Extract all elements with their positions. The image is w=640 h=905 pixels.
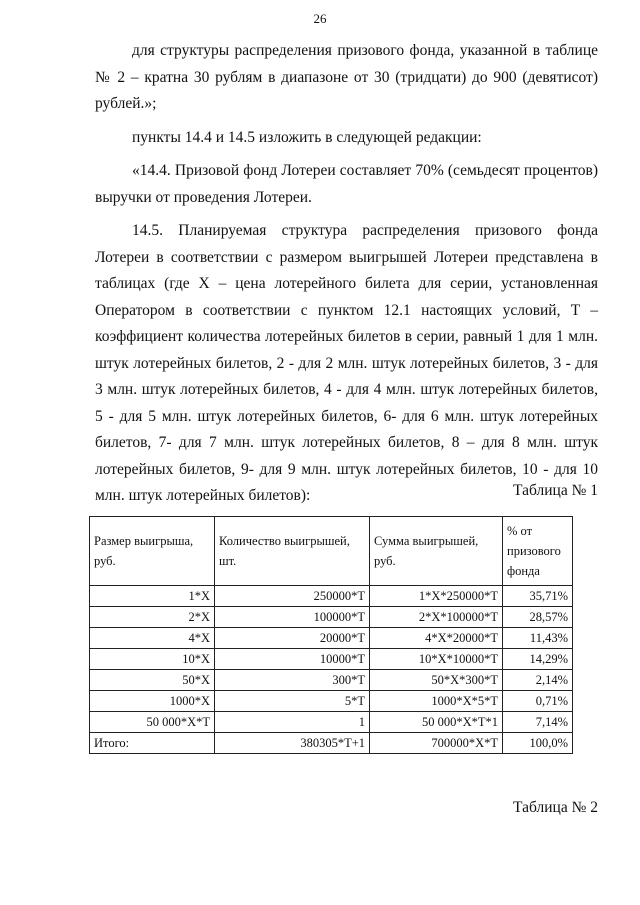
cell-fund-percent: 28,57% — [503, 607, 573, 628]
cell-prize-count: 10000*T — [215, 649, 370, 670]
header-prize-size: Размер выигрыша, руб. — [90, 517, 215, 586]
page-number: 26 — [313, 11, 327, 26]
cell-prize-size: 50 000*X*T — [90, 712, 215, 733]
cell-prize-count: 5*T — [215, 691, 370, 712]
cell-prize-sum: 50*X*300*T — [370, 670, 503, 691]
cell-fund-percent: 2,14% — [503, 670, 573, 691]
cell-prize-sum: 50 000*X*T*1 — [370, 712, 503, 733]
cell-fund-percent: 14,29% — [503, 649, 573, 670]
table-row — [90, 607, 573, 628]
table-header-row — [90, 517, 573, 586]
cell-total-label: Итого: — [90, 733, 215, 754]
cell-prize-sum: 10*X*10000*T — [370, 649, 503, 670]
table-row — [90, 712, 573, 733]
cell-fund-percent: 35,71% — [503, 586, 573, 607]
cell-prize-count: 20000*T — [215, 628, 370, 649]
header-prize-count: Количество выигрышей, шт. — [215, 517, 370, 586]
cell-prize-count: 1 — [215, 712, 370, 733]
cell-prize-size: 1*X — [90, 586, 215, 607]
cell-total-sum: 700000*X*T — [370, 733, 503, 754]
cell-prize-sum: 4*X*20000*T — [370, 628, 503, 649]
prize-structure-table — [89, 516, 573, 754]
table-row — [90, 649, 573, 670]
cell-prize-sum: 1000*X*5*T — [370, 691, 503, 712]
paragraph-4: 14.5. Планируемая структура распределения призового фонда Лотереи в соответствии с размером выигрышей Лотереи представлена в таблицах (где X – цена лотерейного билета для серии, установленная Оператором в соответствии с пунктом 12.1 настоящих условий, T – коэффициент количества лотерейных билетов в серии, равный 1 для 1 млн. штук лотерейных билетов, 2 - для 2 млн. штук лотерейных билетов, 3 - для 3 млн. штук лотерейных билетов, 4 - для 4 млн. штук лотерейных билетов, 5 - для 5 млн. штук лотерейных билетов, 6- для 6 млн. штук лотерейных билетов, 7- для 7 млн. штук лотерейных билетов, 8 – для 8 млн. штук лотерейных билетов, 9- для 9 млн. штук лотерейных билетов, 10 - для 10 млн. штук лотерейных билетов): — [95, 222, 598, 504]
cell-total-percent: 100,0% — [503, 733, 573, 754]
cell-prize-count: 250000*T — [215, 586, 370, 607]
cell-prize-count: 100000*T — [215, 607, 370, 628]
table-row — [90, 586, 573, 607]
table-row — [90, 691, 573, 712]
cell-total-count: 380305*T+1 — [215, 733, 370, 754]
table-total-row — [90, 733, 573, 754]
cell-prize-size: 4*X — [90, 628, 215, 649]
body-text — [95, 38, 598, 510]
cell-fund-percent: 7,14% — [503, 712, 573, 733]
cell-prize-count: 300*T — [215, 670, 370, 691]
cell-prize-size: 10*X — [90, 649, 215, 670]
paragraph-3: «14.4. Призовой фонд Лотереи составляет 70% (семьдесят процентов) выручки от проведения Лотереи. — [95, 162, 598, 206]
header-prize-sum: Сумма выигрышей, руб. — [370, 517, 503, 586]
cell-prize-sum: 2*X*100000*T — [370, 607, 503, 628]
cell-prize-sum: 1*X*250000*T — [370, 586, 503, 607]
table-row — [90, 670, 573, 691]
header-fund-percent: % от призового фонда — [503, 517, 573, 586]
cell-fund-percent: 0,71% — [503, 691, 573, 712]
paragraph-2: пункты 14.4 и 14.5 изложить в следующей редакции: — [132, 128, 482, 146]
table-2-caption: Таблица № 2 — [513, 799, 598, 816]
cell-prize-size: 50*X — [90, 670, 215, 691]
cell-fund-percent: 11,43% — [503, 628, 573, 649]
cell-prize-size: 1000*X — [90, 691, 215, 712]
table-row — [90, 628, 573, 649]
table-1-caption: Таблица № 1 — [513, 482, 598, 499]
paragraph-1: для структуры распределения призового фонда, указанной в таблице № 2 – кратна 30 рублям в диапазоне от 30 (тридцати) до 900 (девятисот) рублей.»; — [95, 42, 598, 112]
cell-prize-size: 2*X — [90, 607, 215, 628]
